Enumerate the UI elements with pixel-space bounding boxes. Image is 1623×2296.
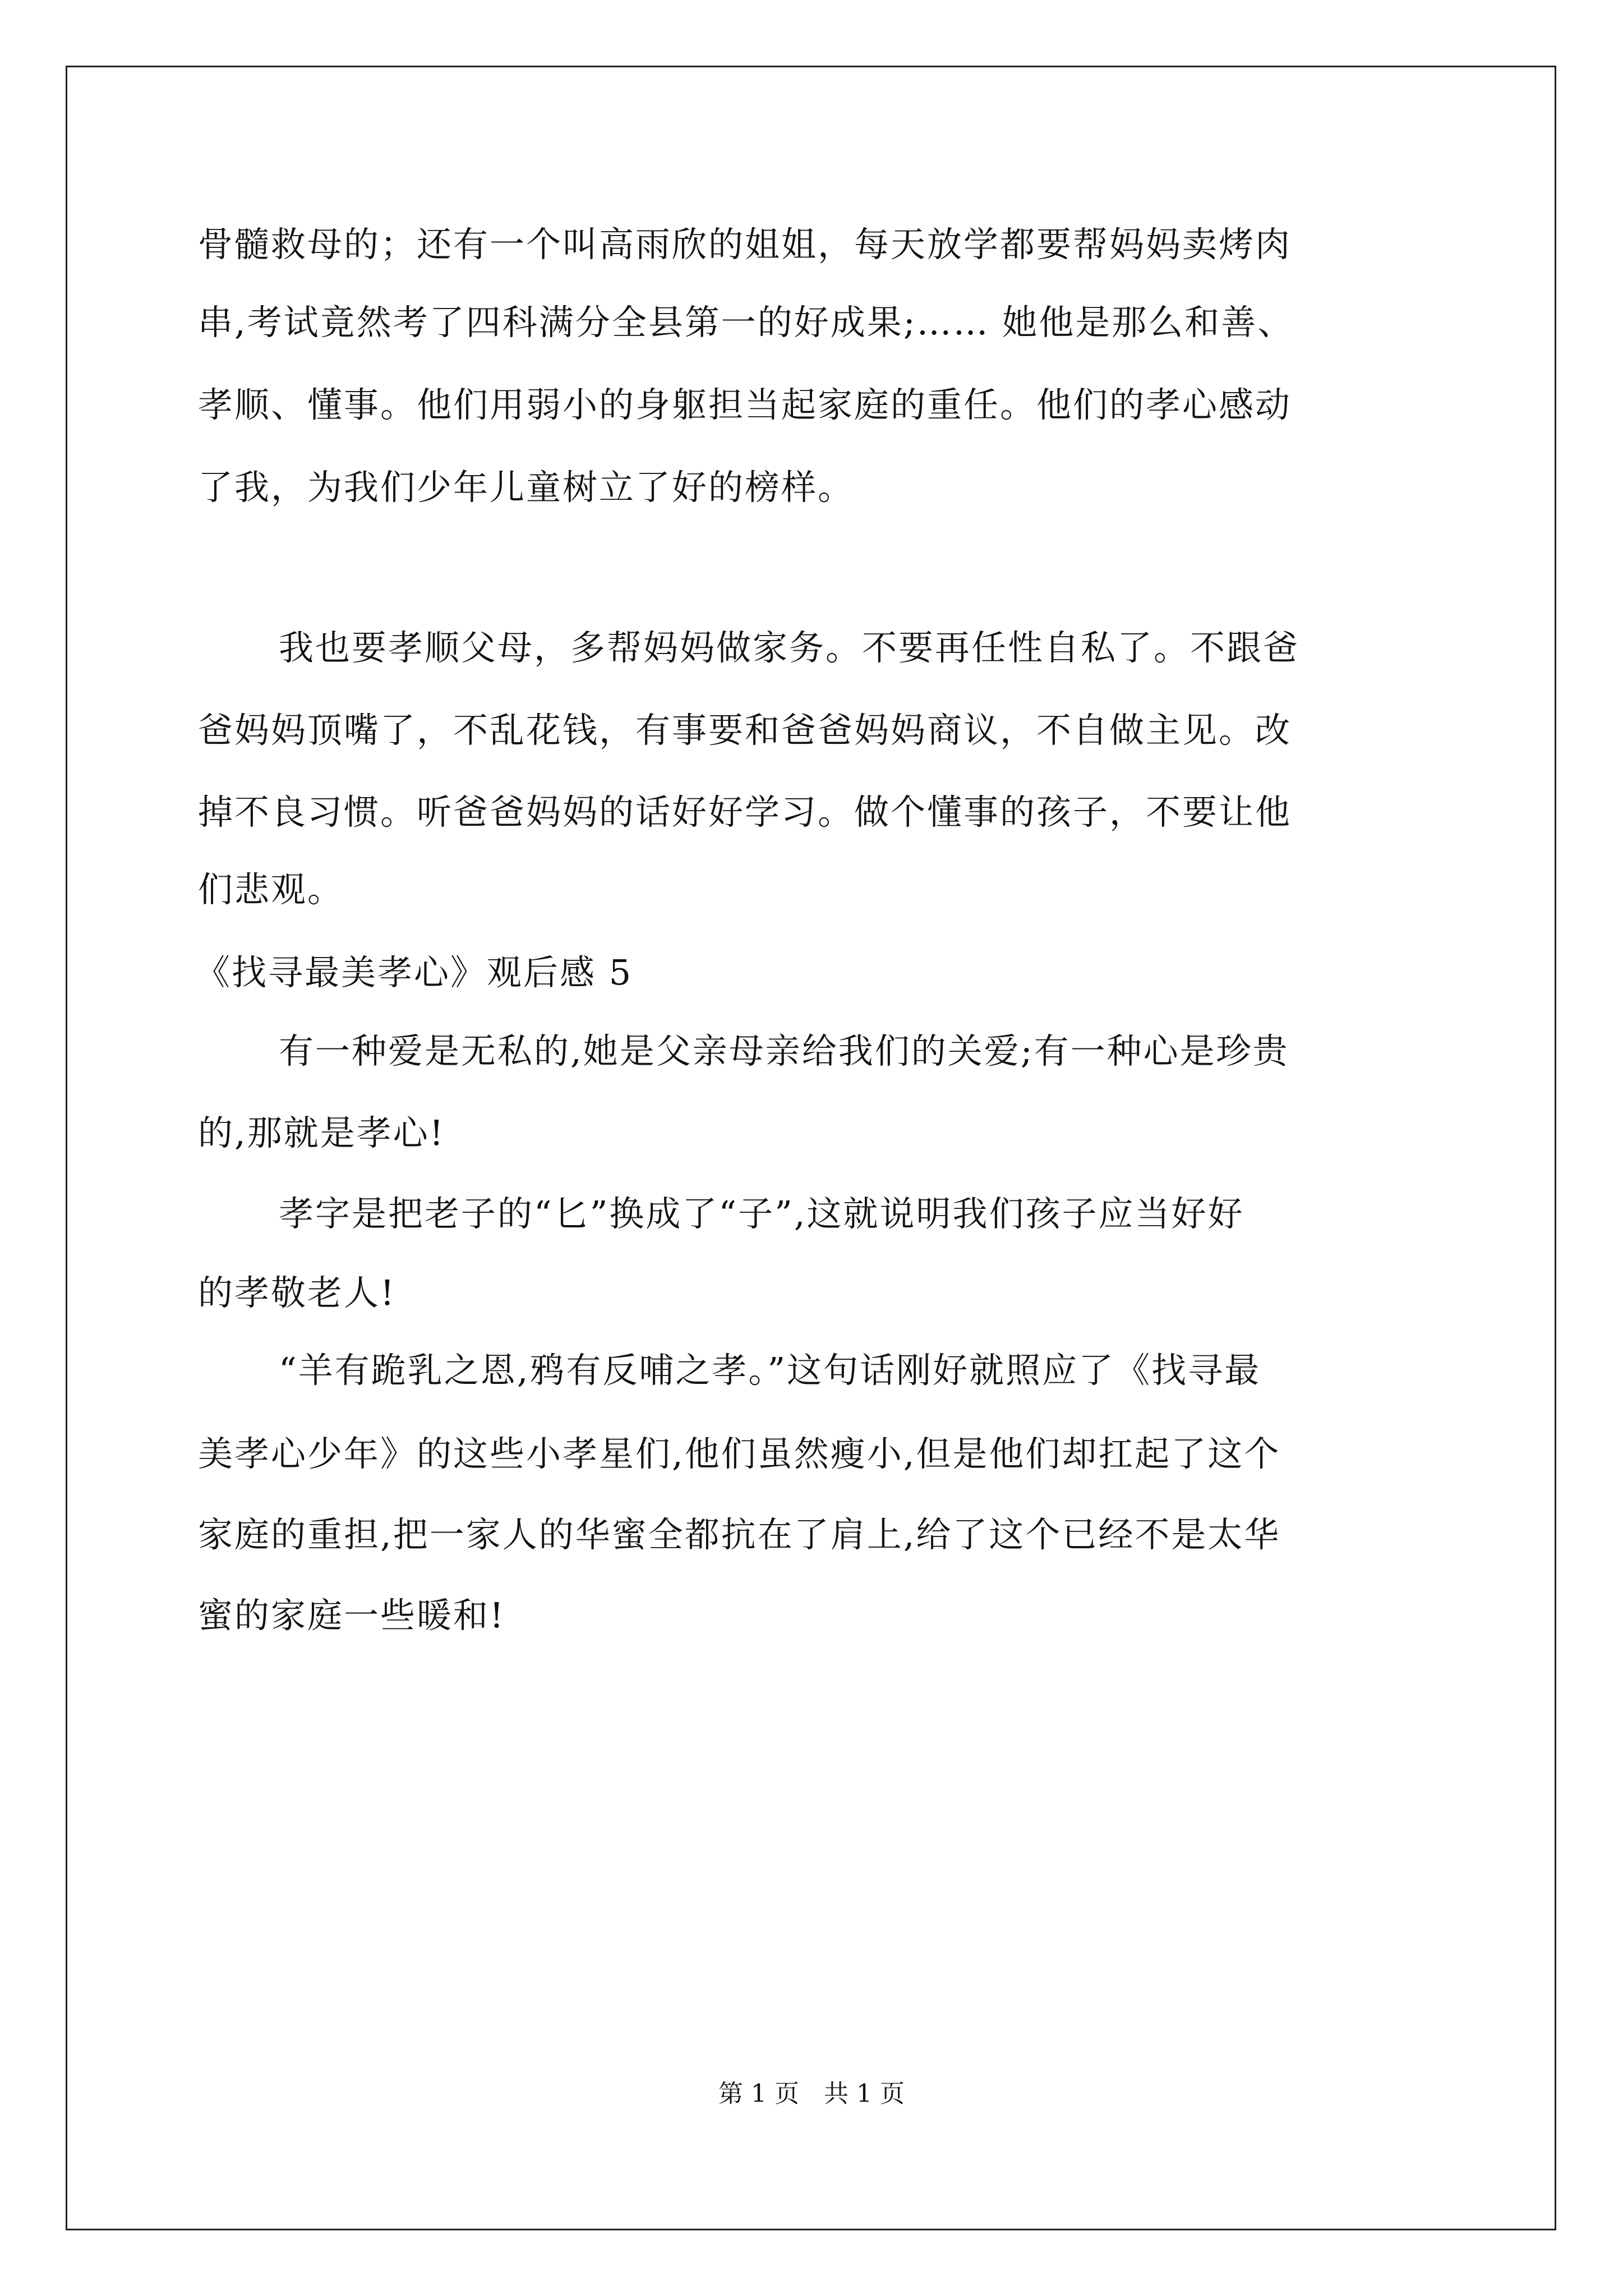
section-heading: 《找寻最美孝心》观后感 5: [195, 952, 633, 993]
body-text-line: 串,考试竟然考了四科满分全县第一的好成果;…… 她他是那么和善、: [198, 302, 1294, 343]
paragraph-start-line: 孝字是把老子的“匕”换成了“子”,这就说明我们孩子应当好好: [279, 1193, 1244, 1234]
body-text-line: 骨髓救母的；还有一个叫高雨欣的姐姐，每天放学都要帮妈妈卖烤肉: [198, 224, 1292, 265]
body-text-line: 爸妈妈顶嘴了，不乱花钱，有事要和爸爸妈妈商议，不自做主见。改: [198, 710, 1292, 751]
paragraph-start-line: “羊有跪乳之恩,鸦有反哺之孝。”这句话刚好就照应了《找寻最: [279, 1350, 1261, 1391]
body-text-line: 美孝心少年》的这些小孝星们,他们虽然瘦小,但是他们却扛起了这个: [198, 1433, 1281, 1474]
body-text-line: 的,那就是孝心!: [198, 1112, 445, 1153]
paragraph-start-line: 我也要孝顺父母，多帮妈妈做家务。不要再任性自私了。不跟爸: [279, 627, 1300, 668]
body-text-line: 蜜的家庭一些暖和!: [198, 1595, 505, 1636]
body-text-line: 掉不良习惯。听爸爸妈妈的话好好学习。做个懂事的孩子，不要让他: [198, 792, 1292, 832]
body-text-line: 家庭的重担,把一家人的华蜜全都抗在了肩上,给了这个已经不是太华: [198, 1514, 1281, 1555]
page-number-footer: 第 1 页 共 1 页: [718, 2079, 905, 2108]
body-text-line: 孝顺、懂事。他们用弱小的身躯担当起家庭的重任。他们的孝心感动: [198, 384, 1292, 425]
paragraph-start-line: 有一种爱是无私的,她是父亲母亲给我们的关爱;有一种心是珍贵: [279, 1030, 1289, 1071]
body-text-line: 的孝敬老人!: [198, 1272, 396, 1313]
body-text-line: 们悲观。: [198, 869, 344, 910]
body-text-line: 了我，为我们少年儿童树立了好的榜样。: [198, 467, 855, 508]
